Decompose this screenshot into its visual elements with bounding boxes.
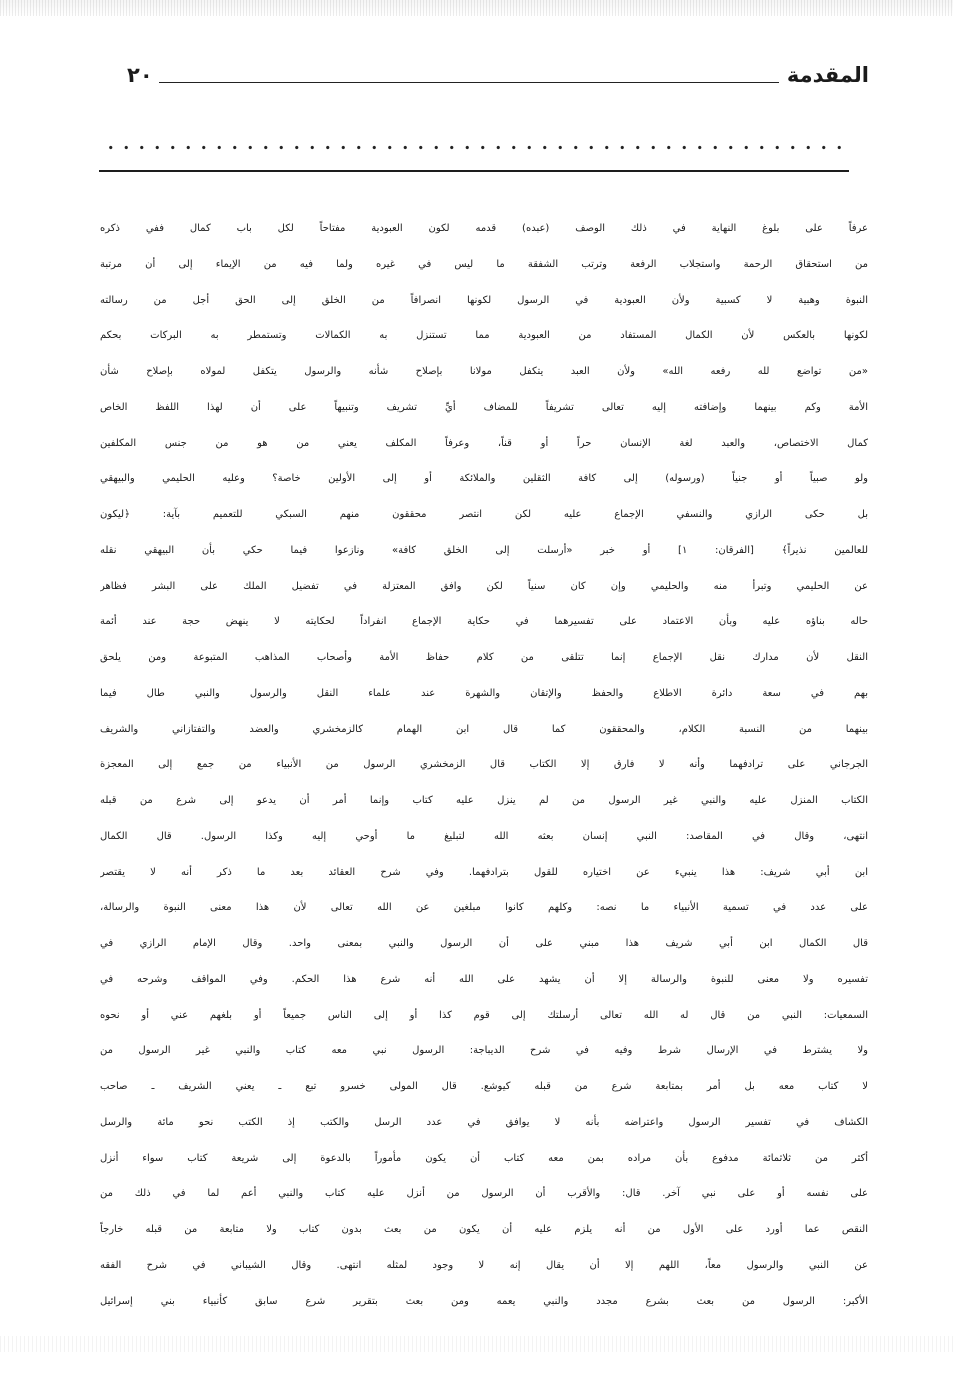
- text-line: ولا يشترط في الإرسال شرط وفيه في شرح الديباجة: الرسول نبي معه كتاب والنبي غير الرسول من: [100, 1045, 868, 1057]
- running-header: [127, 58, 869, 88]
- text-line: انتهى، وقال في المقاصد: النبي إنسان بعثه الله لتبليغ ما أوحي إليه وكذا الرسول. قال الكمال: [100, 830, 868, 842]
- text-line: الجرجاني على ترادفهما وأنه لا فارق إلا الكتاب قال الزمخشري الرسول من الأنبياء من جمع إلى المعجزة: [100, 759, 868, 771]
- text-line: السمعيات: النبي من قال له الله تعالى أرسلتك إلى قوم كذا أو إلى الناس جميعاً أو بلغهم عني أو نحوه: [100, 1009, 868, 1021]
- text-line: ابن أبي شريف: هذا ينبيء عن اختياره للقول بترادفهما. وفي شرح العقائد بعد ما ذكر أنه لا يقتصر: [100, 866, 868, 878]
- scan-edge-bottom: [0, 1336, 953, 1352]
- body-text: [100, 211, 868, 1319]
- text-line: من استحقاق الرحمة واستجلاب الرفعة وترتب الشفقة ما ليس في غيره ولما فيه من الإيماء إلى أن مرتبة: [100, 258, 868, 270]
- header-rule: [159, 82, 779, 83]
- page-number: ٢٠: [127, 63, 153, 87]
- text-line: تفسيره ولا معنى للنبوة والرسالة إلا أن يشهد على الله أنه شرع هذا الحكم. وفي المواقف وشرحه في: [100, 973, 868, 985]
- scan-edge-top: [0, 0, 953, 16]
- dotted-separator: [103, 145, 847, 150]
- chapter-title: المقدمة: [786, 63, 869, 87]
- text-line: ولو صبياً أو جنياً (ورسوله) إلى كافة الثقلين والملائكة أو إلى الأولين خاصة؟ وعليه الحليمي والبيهقي: [100, 473, 868, 485]
- text-line: قال الكمال ابن أبي شريف هذا مبني على أن الرسول والنبي بمعنى واحد. وقال الإمام الرازي في: [100, 938, 868, 949]
- text-line: الأمة وكم بينهما وإضافته إليه تعالى تشريفاً للمضاف أيِّ تشريف وتنبيهاً على أن لهذا اللفظ الخاص: [100, 401, 868, 413]
- text-line: الكشاف في تفسير الرسول واعتراضه بأنه لا يوافق في عدد الرسل والكتب إذ الكتب نحو مائة والرسل: [100, 1116, 868, 1128]
- text-line: بل حكى الرازي والنسفي الإجماع عليه لكن انتصر محققون منهم السبكي للتعميم بآية: ﴿ليكون: [100, 509, 868, 520]
- text-line: «من تواضع لله رفعه الله» ولأن العبد يتكفل مولانا بإصلاح شأنه والرسول يتكفل لمولاه بإصلاح شأن: [100, 366, 868, 377]
- text-line: على نفسه أو على نبي آخر. قال: والأقرب أن الرسول من أنزل عليه كتاب والنبي أعم لما في ذلك من: [100, 1188, 868, 1200]
- text-line: الكتاب المنزل عليه والنبي غير الرسول من لم ينزل عليه كتاب وإنما أمر أن يدعو إلى شرع من قبله: [100, 795, 868, 806]
- text-line: عرفاً على بلوغ النهاية في ذلك الوصف (عبده) قدمه لكون العبودية مفتاحاً لكل باب كمال ففي ذكره: [100, 223, 868, 234]
- text-line: لا كتاب معه بل أمر بمتابعة شرع من قبله كيوشع. قال المولى خسرو تبع ـ يعني الشريف ـ صاحب: [100, 1081, 868, 1092]
- text-line: للعالمين نذيراً﴾ [الفرقان: ١] أو خبر «أرسلت إلى الخلق كافة» ونازعوا فيما حكي بأن البيهقي نقله: [100, 544, 868, 556]
- text-line: لكونها بالعكس لأن الكمال المستفاد من العبودية مما تستنزل به الكمالات وتستمطر به البركات بحكم: [100, 330, 868, 342]
- text-line: بينهما من النسبة الكلام، والمحققون كما قال ابن الهمام كالزمخشري والعضد والتفتازاني والشريف: [100, 723, 868, 735]
- text-line: كمال الاختصاص، والعبد لغة الإنسان حراً أو قناً، وعرفاً المكلف يعني من هو من جنس المكلفين: [100, 437, 868, 449]
- text-line: النقص عما أورد على الأول من أنه يلزم عليه أن يكون من بعث بدون كتاب ولا متابعة من قبله خارجاً: [100, 1224, 868, 1235]
- text-line: عن الحليمي وتبرأ منه والحليمي وإن كان سنياً لكن وافق المعتزلة في تفضيل الملك على البشر فظاهر: [100, 580, 868, 592]
- text-line: عن النبي والرسول معاً، اللهم إلا أن يقال إنه لا وجود لمثله انتهى. وقال الشيباني في شرح الفقه: [100, 1259, 868, 1271]
- text-line: أكثر من ثلاثمائة مدفوع بأن مراده بمن معه كتاب أن يكون مأموراً بالدعوة إلى شريعة كتاب سواء أنزل: [100, 1152, 868, 1164]
- text-line: النبوة وهبية لا كسبية ولأن العبودية في الرسول لكونها انصرافاً من الخلق إلى الحق أجل من رسالته: [100, 294, 868, 306]
- text-line: حاله بناؤه عليه وبأن الاعتماد على تفسيرهما في حكاية الإجماع انفراداً لحكايته لا ينهض حجة عند أئمة: [100, 616, 868, 628]
- solid-separator: [99, 170, 849, 172]
- text-line: على عدد في تسمية الأنبياء ما نصه: وكلهم كانوا مبلغين عن الله تعالى لأن هذا معنى النبوة والرسالة،: [100, 902, 868, 914]
- text-line: بهم في سعة دائرة الاطلاع والحفظ والإتقان والشهرة عند علماء النقل والرسول والنبي طال فيما: [100, 687, 868, 699]
- text-line: الأكبر: الرسول من بعث بشرع مجدد والنبي يعمه ومن بعث بتقرير شرع سابق كأنبياء بني إسرائيل: [100, 1295, 868, 1307]
- text-line: النقل لأن مدارك نقل الإجماع إنما تتلقى من كلام حفاظ الأمة وأصحاب المذاهب المتبوعة ومن يلحق: [100, 652, 868, 663]
